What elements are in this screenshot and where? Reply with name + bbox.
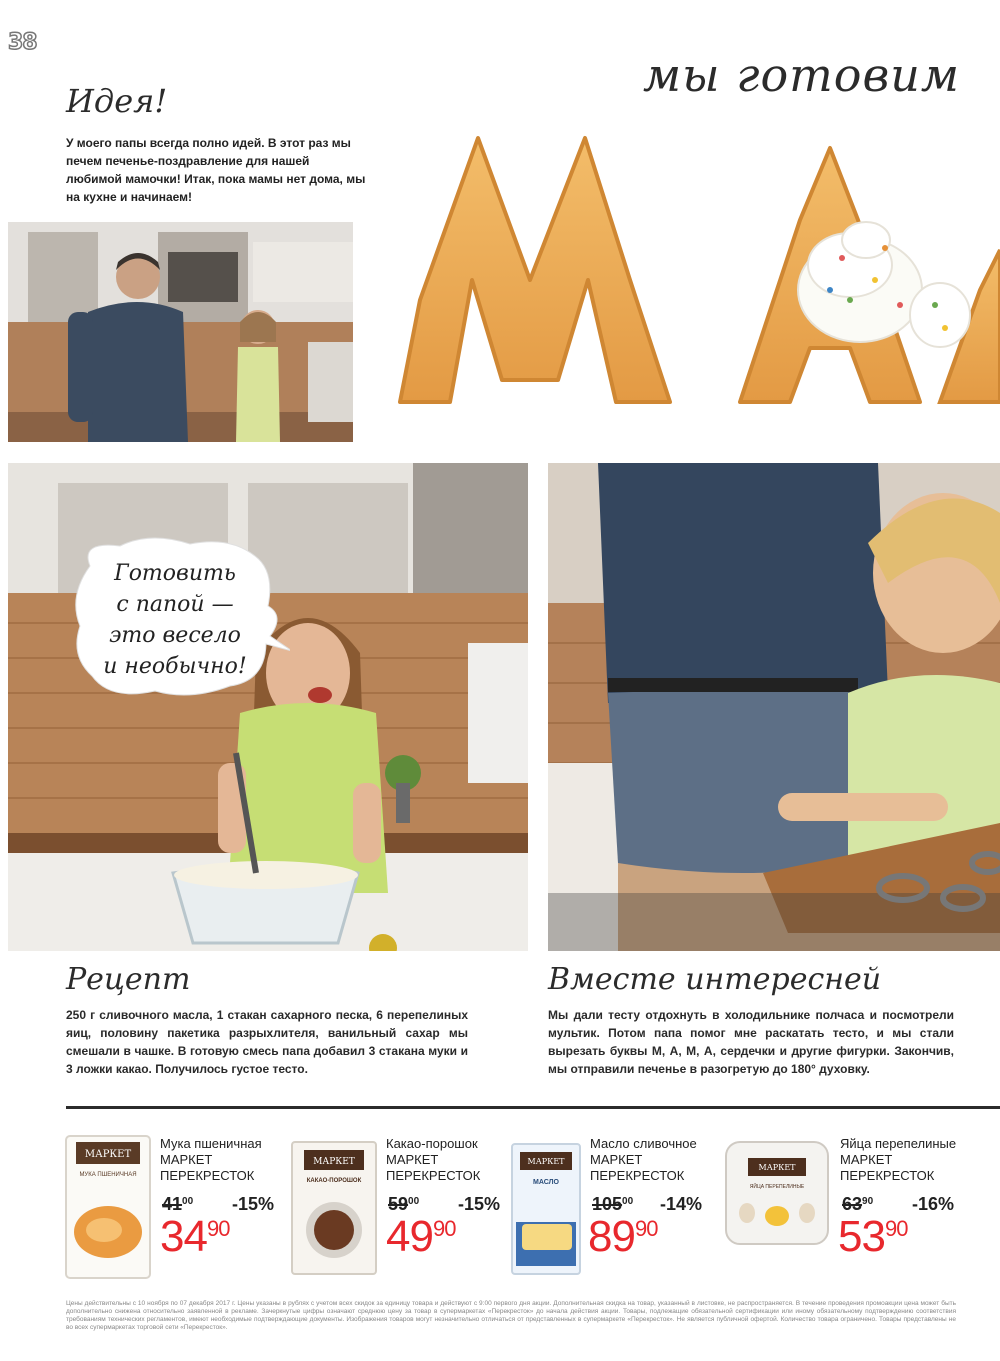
speech-line-3: это весело xyxy=(109,623,241,648)
cookie-letters-photo xyxy=(380,130,1000,430)
cocoa-pack-brand: МАРКЕТ xyxy=(313,1157,355,1167)
idea-text: У моего папы всегда полно идей. В этот раз мы печем печенье-поздравление для нашей любимой мамочки! Итак, пока мамы нет дома, мы на кухне и начинаем! xyxy=(66,136,366,204)
flour-pack-image xyxy=(62,1132,154,1282)
together-title: Вместе интересней xyxy=(548,962,882,997)
old-price-rub: 59 xyxy=(388,1194,409,1214)
new-price-rub: 34 xyxy=(160,1212,207,1261)
new-price-rub: 53 xyxy=(838,1212,885,1261)
eggs-pack-brand: МАРКЕТ xyxy=(758,1163,796,1172)
product-name: Какао-порошок МАРКЕТ ПЕРЕКРЕСТОК xyxy=(386,1136,481,1183)
product-name: Масло сливочное МАРКЕТ ПЕРЕКРЕСТОК xyxy=(590,1136,697,1183)
butter-pack-image xyxy=(508,1132,588,1282)
cocoa-pack-image xyxy=(288,1132,380,1282)
butter-pack-brand: МАРКЕТ xyxy=(527,1157,565,1166)
old-price-kop: 00 xyxy=(622,1196,634,1207)
product-flour[interactable] xyxy=(62,1128,292,1288)
eggs-pack-label: ЯЙЦА ПЕРЕПЕЛИНЫЕ xyxy=(749,1184,805,1190)
old-price-kop: 00 xyxy=(182,1196,194,1207)
new-price-kop: 90 xyxy=(634,1216,658,1241)
old-price-kop: 90 xyxy=(862,1196,874,1207)
kitchen-photo-dad-and-girl xyxy=(8,222,353,442)
new-price-kop: 90 xyxy=(884,1216,908,1241)
new-price xyxy=(386,1212,455,1262)
eggs-pack-image xyxy=(722,1138,832,1248)
old-price-kop: 00 xyxy=(408,1196,420,1207)
flour-pack-brand: МАРКЕТ xyxy=(84,1149,132,1160)
new-price-rub: 49 xyxy=(386,1212,433,1261)
new-price-kop: 90 xyxy=(206,1216,230,1241)
recipe-title: Рецепт xyxy=(66,962,191,997)
flour-pack-label: МУКА ПШЕНИЧНАЯ xyxy=(79,1172,137,1178)
discount-badge: -15% xyxy=(458,1194,501,1214)
product-name: Мука пшеничная МАРКЕТ ПЕРЕКРЕСТОК xyxy=(160,1136,262,1183)
product-cocoa[interactable] xyxy=(288,1128,518,1288)
butter-pack-label: МАСЛО xyxy=(533,1179,559,1186)
old-price-rub: 105 xyxy=(592,1194,623,1214)
together-text: Мы дали тесту отдохнуть в холодильнике полчаса и посмотрели мультик. Потом папа помог мне раскатать тесто, и мы стали вырезать буквы М, А, М, А, сердечки и другие фигурки. Закончив, мы отправили печенье в разогретую до 180° духовку. xyxy=(548,1008,954,1076)
page-headline: мы готовим xyxy=(642,48,960,102)
cocoa-pack-label: КАКАО-ПОРОШОК xyxy=(306,1178,362,1184)
discount-badge: -15% xyxy=(232,1194,275,1214)
product-butter[interactable] xyxy=(508,1128,738,1288)
speech-bubble xyxy=(80,538,270,696)
new-price xyxy=(838,1212,907,1262)
idea-title: Идея! xyxy=(66,82,168,120)
old-price-rub: 41 xyxy=(162,1194,183,1214)
recipe-text: 250 г сливочного масла, 1 стакан сахарного песка, 6 перепелиных яиц, половину пакетика разрыхлителя, ванильный сахар мы смешали в чашке. В готовую смесь папа добавил 3 стакана муки и 3 ложки какао. Получилось густое тесто. xyxy=(66,1008,468,1076)
old-price-rub: 63 xyxy=(842,1194,863,1214)
speech-line-4: и необычно! xyxy=(103,654,247,679)
discount-badge: -16% xyxy=(912,1194,955,1214)
product-quail-eggs[interactable] xyxy=(722,1128,962,1288)
new-price-rub: 89 xyxy=(588,1212,635,1261)
page-number: 38 xyxy=(8,30,37,55)
legal-disclaimer: Цены действительны с 10 ноября по 07 декабря 2017 г. Цены указаны в рублях с учетом всех скидок за единицу товара и действуют с 9:00 первого дня акции. Дополнительная скидка на товар, указанный в листовке, не распространяется. В течение проведения промоакции цена может быть дополнительно снижена относительно заявленной в рекламе. Зачеркнутые цифры означают среднюю цену за товар в супермаркетах «Перекресток» до начала действия акции. Товары, подлежащие обязательной сертификации или иному обязательному подтверждению соответствия требованиям технических регламентов, имеют необходимые подтверждающие документы. Изображения товаров могут незначительно отличаться от представленных в супермаркете «Перекресток». Не является публичной офертой. Количество товара ограничено. Товары представлены не во всех супермаркетах торговой сети «Перекресток». xyxy=(66,1300,956,1331)
speech-line-2: с папой — xyxy=(116,592,234,617)
discount-badge: -14% xyxy=(660,1194,703,1214)
speech-line-1: Готовить xyxy=(114,561,236,586)
product-name: Яйца перепелиные МАРКЕТ ПЕРЕКРЕСТОК xyxy=(840,1136,957,1183)
new-price xyxy=(160,1212,229,1262)
section-divider xyxy=(66,1106,1000,1109)
new-price xyxy=(588,1212,657,1262)
photo-cutting-cookies xyxy=(548,463,1000,951)
new-price-kop: 90 xyxy=(432,1216,456,1241)
